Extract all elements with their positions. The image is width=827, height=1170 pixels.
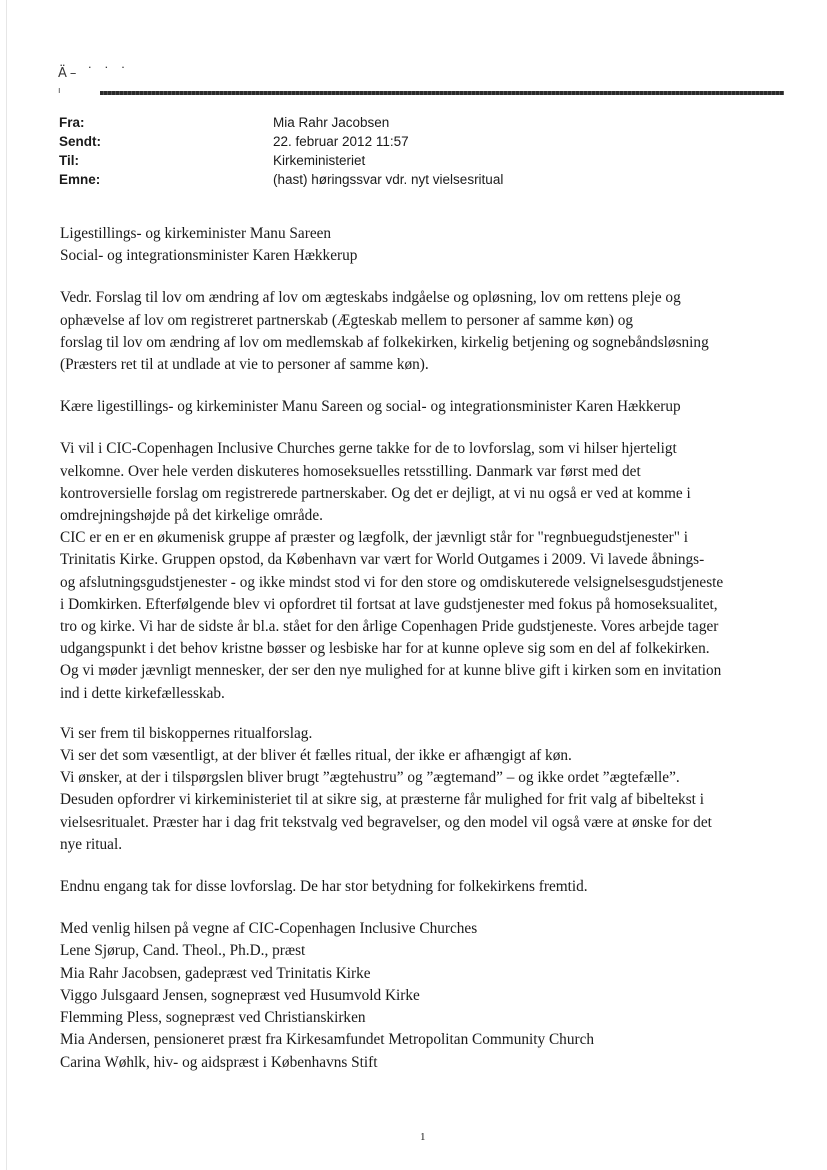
- paragraph-about-cic: CIC er en er en økumenisk gruppe af præster og lægfolk, der jævnligt står for "regnbuegudstjenester" i Trinitatis Kirke. Gruppen opstod, da København var vært for World Outgames i 2009. Vi lavede åbnings- og afslutningsgudstjenester - og ikke mindst stod vi for den store og omdiskuterede velsignelsesgudstjeneste i Domkirken. Efterfølgende blev vi opfordret til fortsat at lave gudstjenester med fokus på homoseksualitet, tro og kirke. Vi har de sidste år bl.a. stået for den årlige Copenhagen Pride gudstjeneste. Vores arbejde tager udgangspunkt i det behov kristne bøsser og lesbiske har for at kunne opleve sig som en del af folkekirken. Og vi møder jævnligt mennesker, der ser den nye mulighed for at kunne blive gift i kirken som en invitation ind i dette kirkefællesskab.: [60, 529, 724, 702]
- header-row-subject: [59, 170, 759, 189]
- scan-mark-small: ı: [58, 86, 61, 96]
- signatory: Carina Wøhlk, hiv- og aidspræst i Københavns Stift: [60, 1053, 378, 1071]
- signatory: Flemming Pless, sognepræst ved Christianskirken: [60, 1009, 366, 1027]
- signatory: Mia Andersen, pensioneret præst fra Kirkesamfundet Metropolitan Community Church: [60, 1031, 595, 1049]
- email-header: [59, 113, 759, 189]
- paragraph-intro: Vi vil i CIC-Copenhagen Inclusive Churches gerne takke for de to lovforslag, som vi hilser hjerteligt velkomne. Over hele verden diskuteres homoseksuelles retsstilling. Danmark var først med det kontroversielle forslag om registrerede partnerskaber. Og det er dejligt, at vi nu også er ved at komme i omdrejningshøjde på det kirkelige område.: [60, 440, 691, 525]
- scan-edge: [6, 0, 7, 1170]
- header-value-from: Mia Rahr Jacobsen: [273, 115, 390, 130]
- signatory: Lene Sjørup, Cand. Theol., Ph.D., præst: [60, 942, 306, 960]
- header-row-to: [59, 151, 759, 170]
- header-label: Fra:: [59, 115, 85, 130]
- header-label: Sendt:: [59, 134, 101, 149]
- scan-mark: Ä– ˙ ˙ ˙: [58, 66, 130, 81]
- signatory: Mia Rahr Jacobsen, gadepræst ved Trinitatis Kirke: [60, 964, 371, 982]
- header-value-to: Kirkeministeriet: [273, 153, 366, 168]
- header-label: Til:: [59, 153, 79, 168]
- header-row-from: [59, 113, 759, 132]
- thanks-line: Endnu engang tak for disse lovforslag. De har stor betydning for folkekirkens fremtid.: [60, 878, 588, 896]
- letter-body: [60, 223, 790, 1074]
- header-value-subject: (hast) høringssvar vdr. nyt vielsesritual: [273, 172, 504, 187]
- signatory: Viggo Julsgaard Jensen, sognepræst ved Husumvold Kirke: [60, 986, 420, 1004]
- salutation: Kære ligestillings- og kirkeminister Manu Sareen og social- og integrationsminister Karen Hækkerup: [60, 398, 681, 416]
- page-number: 1: [420, 1131, 426, 1143]
- header-rule: [100, 91, 784, 95]
- recipients: Ligestillings- og kirkeminister Manu Sareen Social- og integrationsminister Karen Hækkerup: [60, 225, 358, 265]
- closing-line: Med venlig hilsen på vegne af CIC-Copenhagen Inclusive Churches: [60, 920, 478, 938]
- paragraph-ritual: Vi ser frem til biskoppernes ritualforslag. Vi ser det som væsentligt, at der bliver ét fælles ritual, der ikke er afhængigt af køn. Vi ønsker, at der i tilspørgslen bliver brugt ”ægtehustru” og ”ægtemand” – og ikke ordet ”ægtefælle”. Desuden opfordrer vi kirkeministeriet til at sikre sig, at præsterne får mulighed for frit valg af bibeltekst i vielsesritualet. Præster har i dag frit tekstvalg ved begravelser, og den model vil også være at ønske for det nye ritual.: [60, 724, 712, 853]
- header-value-sent: 22. februar 2012 11:57: [273, 134, 409, 149]
- regarding-paragraph: Vedr. Forslag til lov om ændring af lov om ægteskabs indgåelse og opløsning, lov om rettens pleje og ophævelse af lov om registreret partnerskab (Ægteskab mellem to personer af samme køn) og forslag til lov om ændring af lov om medlemskab af folkekirken, kirkelig betjening og sognebåndsløsning (Præsters ret til at undlade at vie to personer af samme køn).: [60, 289, 709, 374]
- header-label: Emne:: [59, 172, 101, 187]
- header-row-sent: [59, 132, 759, 151]
